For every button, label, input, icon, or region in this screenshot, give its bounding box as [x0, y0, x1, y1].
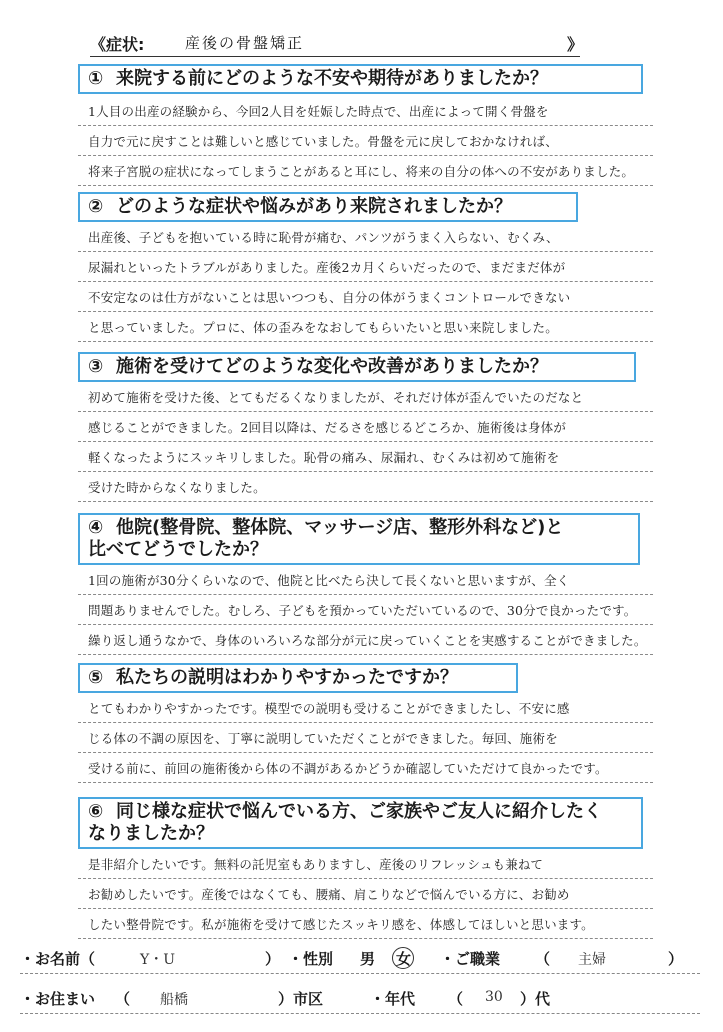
answer-line	[78, 719, 653, 753]
answer-text: 問題ありませんでした。むしろ、子どもを預かっていただいているので、30分で良かったです。	[88, 603, 637, 618]
answer-line	[78, 152, 653, 186]
question-number-2: ②	[88, 196, 104, 217]
question-text-6: 同じ様な症状で悩んでいる方、ご家族やご友人に紹介したく なりましたか？	[88, 801, 602, 844]
age-label: ・年代	[370, 990, 416, 1008]
answer-text: 受ける前に、前回の施術後から体の不調があるかどうか確認していただけて良かったです。	[88, 761, 608, 776]
age-close: ）代	[520, 990, 551, 1008]
question-text-5: 私たちの説明はわかりやすかったですか？	[116, 667, 458, 688]
answer-text: 1回の施術が30分くらいなので、他院と比べたら決して長くないと思いますが、全く	[88, 573, 570, 588]
answer-text: お勧めしたいです。産後ではなくても、腰痛、肩こりなどで悩んでいる方に、お勧め	[88, 887, 570, 902]
answer-line	[78, 875, 653, 909]
job-close: ）	[668, 950, 684, 968]
age-value: 30	[485, 989, 503, 1005]
question-number-1: ①	[88, 68, 104, 89]
answer-line	[78, 248, 653, 282]
symptom-header	[90, 28, 590, 58]
symptom-value: 産後の骨盤矯正	[185, 34, 305, 52]
answer-line	[78, 438, 653, 472]
answer-text: 不安定なのは仕方がないことは思いつつも、自分の体がうまくコントロールできない	[88, 290, 571, 305]
answer-text: したい整骨院です。私が施術を受けて感じたスッキリ感を、体感してほしいと思います。	[88, 917, 594, 932]
question-text-2: どのような症状や悩みがあり来院されましたか？	[116, 196, 512, 217]
answer-line	[78, 378, 653, 412]
answer-text: 将来子宮脱の症状になってしまうことがあると耳にし、将来の自分の体への不安がありました。	[88, 164, 635, 179]
name-close: ）	[265, 950, 281, 968]
answer-line	[78, 561, 653, 595]
answer-text: じる体の不調の原因を、丁寧に説明していただくことができました。毎回、施術を	[88, 731, 558, 746]
address-label: ・お住まい	[20, 990, 96, 1008]
gender-male: 男	[360, 950, 376, 968]
answer-text: 軽くなったようにスッキリしました。恥骨の痛み、尿漏れ、むくみは初めて施術を	[88, 450, 560, 465]
address-value: 船橋	[160, 992, 188, 1008]
question-number-5: ⑤	[88, 667, 104, 688]
gender-selected-circle-icon	[392, 947, 414, 969]
name-value: Y・U	[140, 952, 176, 968]
answer-line	[78, 749, 653, 783]
answer-text: 尿漏れといったトラブルがありました。産後2カ月くらいだったので、まだまだ体が	[88, 260, 566, 275]
answer-line	[78, 905, 653, 939]
footer-rule	[20, 973, 700, 974]
address-close: ）市区	[278, 990, 324, 1008]
job-value: 主婦	[578, 952, 606, 968]
answer-text: 是非紹介したいです。無料の託児室もありますし、産後のリフレッシュも兼ねて	[88, 857, 544, 872]
name-label: ・お名前（	[20, 950, 96, 968]
job-label: ・ご職業	[440, 950, 501, 968]
answer-line	[78, 218, 653, 252]
answer-line	[78, 845, 653, 879]
question-box-6	[78, 797, 643, 849]
question-number-3: ③	[88, 356, 104, 377]
footer-row-address	[20, 984, 700, 1014]
symptom-close-bracket: 》	[567, 35, 584, 54]
answer-text: 繰り返し通うなかで、身体のいろいろな部分が元に戻っていくことを実感することができました。	[88, 633, 647, 648]
question-number-4: ④	[88, 517, 104, 538]
answer-line	[78, 689, 653, 723]
answer-line	[78, 278, 653, 312]
answer-text: 1人目の出産の経験から、今回2人目を妊娠した時点で、出産によって開く骨盤を	[88, 104, 549, 119]
symptom-label: 《症状:	[90, 35, 145, 54]
answer-text: 初めて施術を受けた後、とてもだるくなりましたが、それだけ体が歪んでいたのだなと	[88, 390, 584, 405]
answer-text: 受けた時からなくなりました。	[88, 480, 266, 495]
age-open: （	[448, 990, 464, 1008]
answer-line	[78, 468, 653, 502]
question-number-6: ⑥	[88, 801, 104, 822]
question-box-4	[78, 513, 640, 565]
answer-line	[78, 591, 653, 625]
gender-female: 女	[396, 950, 412, 968]
answer-line	[78, 308, 653, 342]
job-open: （	[535, 950, 551, 968]
answer-text: と思っていました。プロに、体の歪みをなおしてもらいたいと思い来院しました。	[88, 320, 558, 335]
answer-text: とてもわかりやすかったです。模型での説明も受けることができましたし、不安に感	[88, 701, 570, 716]
question-text-4: 他院(整骨院、整体院、マッサージ店、整形外科など)と 比べてどうでしたか？	[88, 517, 564, 560]
address-open: （	[115, 990, 131, 1008]
answer-line	[78, 92, 653, 126]
question-text-3: 施術を受けてどのような変化や改善がありましたか？	[116, 356, 548, 377]
answer-text: 自力で元に戻すことは難しいと感じていました。骨盤を元に戻しておかなければ、	[88, 134, 558, 149]
question-text-1: 来院する前にどのような不安や期待がありましたか？	[116, 68, 548, 89]
question-box-1	[78, 64, 643, 94]
footer-row-personal	[20, 944, 700, 974]
answer-text: 出産後、子どもを抱いている時に恥骨が痛む、パンツがうまく入らない、むくみ、	[88, 230, 559, 245]
answer-text: 感じることができました。2回目以降は、だるさを感じるどころか、施術後は身体が	[88, 420, 567, 435]
answer-line	[78, 621, 653, 655]
gender-label: ・性別	[288, 950, 334, 968]
answer-line	[78, 122, 653, 156]
header-rule	[90, 56, 580, 57]
answer-line	[78, 408, 653, 442]
footer-rule	[20, 1013, 700, 1014]
